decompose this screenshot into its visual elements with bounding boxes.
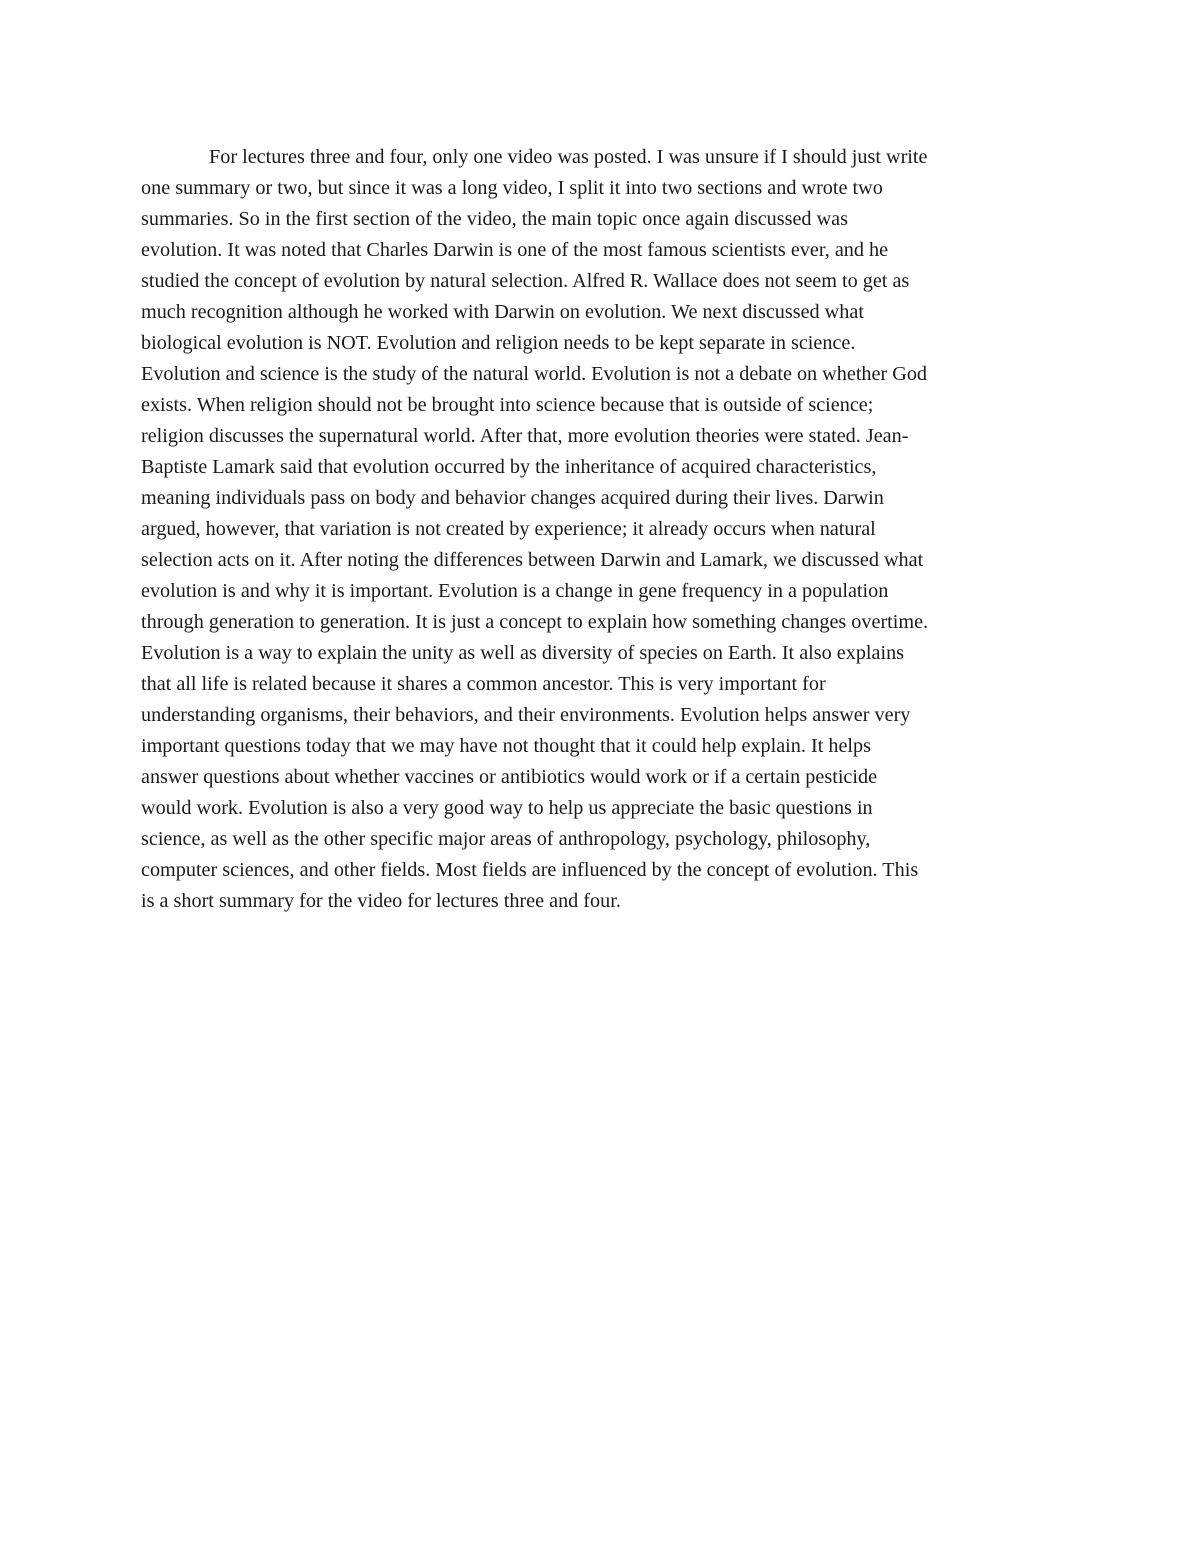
paragraph-line: Evolution is a way to explain the unity as well as diversity of species on Earth. It also explains: [141, 642, 905, 664]
paragraph-line: computer sciences, and other fields. Most fields are influenced by the concept of evolution. This: [141, 859, 919, 881]
paragraph-line: argued, however, that variation is not created by experience; it already occurs when natural: [141, 518, 876, 540]
paragraph-line: evolution. It was noted that Charles Darwin is one of the most famous scientists ever, and he: [141, 239, 889, 261]
paragraph-line: studied the concept of evolution by natural selection. Alfred R. Wallace does not seem to get as: [141, 270, 910, 292]
paragraph-line: much recognition although he worked with Darwin on evolution. We next discussed what: [141, 301, 864, 323]
paragraph-line: one summary or two, but since it was a long video, I split it into two sections and wrote two: [141, 177, 883, 199]
paragraph-line: would work. Evolution is also a very good way to help us appreciate the basic questions in: [141, 797, 873, 819]
paragraph-line: through generation to generation. It is just a concept to explain how something changes overtime.: [141, 611, 929, 633]
paragraph-line: important questions today that we may have not thought that it could help explain. It helps: [141, 735, 871, 757]
paragraph-line: biological evolution is NOT. Evolution and religion needs to be kept separate in science.: [141, 332, 856, 354]
paragraph-line: exists. When religion should not be brought into science because that is outside of science;: [141, 394, 874, 416]
paragraph-line: selection acts on it. After noting the differences between Darwin and Lamark, we discussed what: [141, 549, 924, 571]
paragraph-line: evolution is and why it is important. Evolution is a change in gene frequency in a population: [141, 580, 889, 602]
paragraph-line: Evolution and science is the study of the natural world. Evolution is not a debate on whether God: [141, 363, 928, 385]
body-paragraph: [141, 142, 1061, 917]
paragraph-line: science, as well as the other specific major areas of anthropology, psychology, philosophy,: [141, 828, 871, 850]
paragraph-line: Baptiste Lamark said that evolution occurred by the inheritance of acquired characteristics,: [141, 456, 877, 478]
paragraph-line: understanding organisms, their behaviors, and their environments. Evolution helps answer very: [141, 704, 911, 726]
paragraph-line: meaning individuals pass on body and behavior changes acquired during their lives. Darwin: [141, 487, 884, 509]
paragraph-line: is a short summary for the video for lectures three and four.: [141, 890, 621, 912]
paragraph-line: answer questions about whether vaccines or antibiotics would work or if a certain pesticide: [141, 766, 878, 788]
paragraph-line: religion discusses the supernatural world. After that, more evolution theories were stated. Jean-: [141, 425, 909, 447]
paragraph-line: that all life is related because it shares a common ancestor. This is very important for: [141, 673, 826, 695]
paragraph-line: For lectures three and four, only one video was posted. I was unsure if I should just write: [209, 146, 928, 168]
paragraph-line: summaries. So in the first section of the video, the main topic once again discussed was: [141, 208, 848, 230]
